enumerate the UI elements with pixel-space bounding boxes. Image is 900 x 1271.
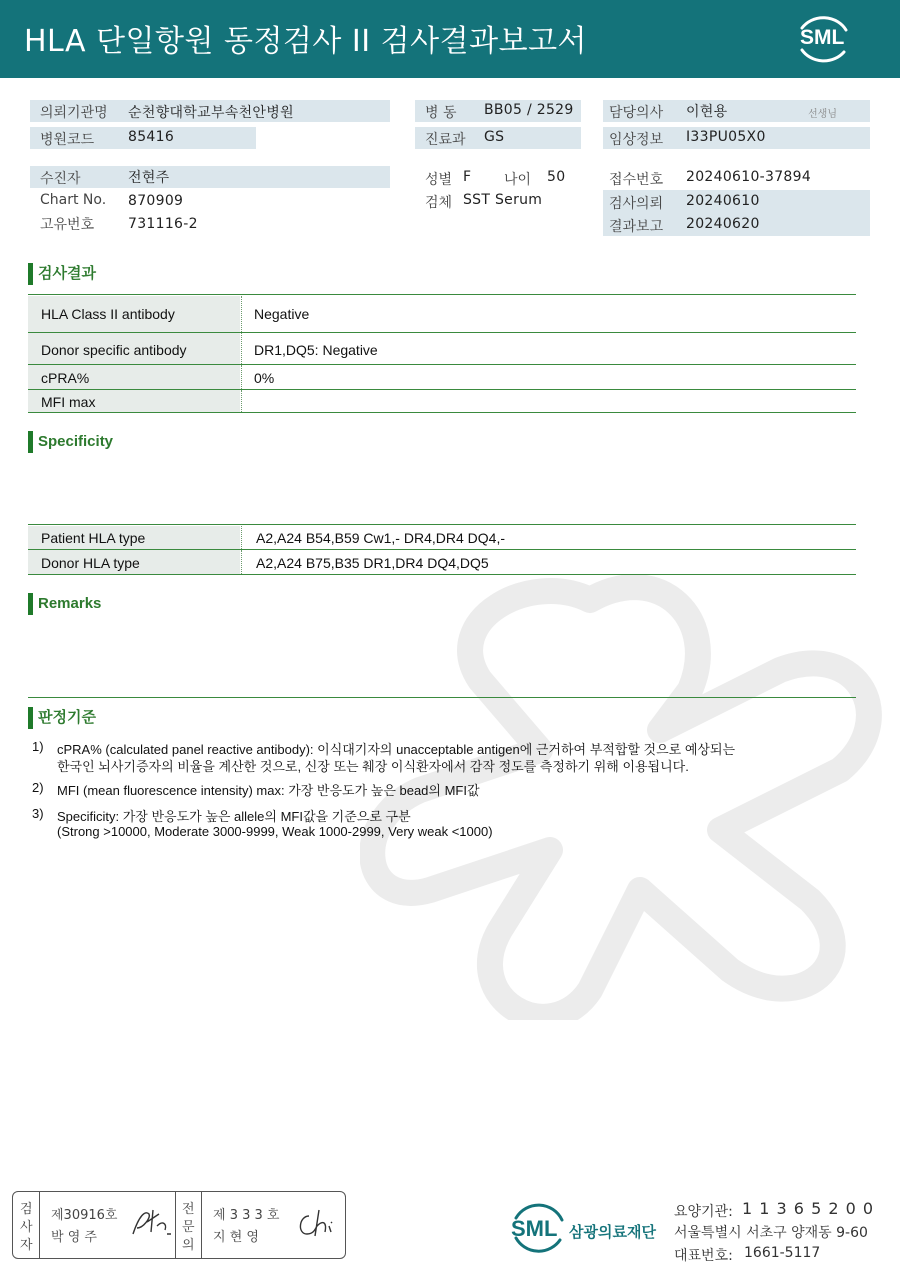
age-value: 50 <box>547 169 566 185</box>
sex-label: 성별 <box>425 172 453 188</box>
section-remarks-title: Remarks <box>28 593 101 615</box>
phone-value: 1661-5117 <box>744 1245 821 1261</box>
footer-logo-text: SML <box>511 1216 558 1241</box>
doctor-value: 이현용 <box>686 104 728 120</box>
report-date-value: 20240620 <box>686 216 760 232</box>
institution-value: 순천향대학교부속천안병원 <box>128 105 294 121</box>
examiner-title-char: 사 <box>20 1220 33 1235</box>
request-value: 20240610 <box>686 193 760 209</box>
specialist-number: 제 3 3 3 호 <box>213 1208 280 1223</box>
row-label: MFI max <box>41 394 96 410</box>
section-results-title: 검사결과 <box>28 263 96 285</box>
examiner-name: 박 영 주 <box>51 1230 97 1245</box>
divider <box>28 524 856 525</box>
receipt-label: 접수번호 <box>609 172 664 188</box>
sex-value: F <box>463 169 472 185</box>
row-value: A2,A24 B75,B35 DR1,DR4 DQ4,DQ5 <box>256 555 489 571</box>
specimen-label: 검체 <box>425 195 453 211</box>
clinical-label: 임상정보 <box>609 132 664 148</box>
dept-value: GS <box>484 129 505 145</box>
row-label: cPRA% <box>41 370 90 386</box>
row-value: DR1,DQ5: Negative <box>254 342 378 358</box>
criteria-number: 1) <box>32 739 44 754</box>
table-row <box>28 390 856 413</box>
criteria-text: 한국인 뇌사기증자의 비율을 계산한 것으로, 신장 또는 췌장 이식환자에서 감작 정도를 측정하기 위해 이용됩니다. <box>57 759 689 774</box>
row-value: 0% <box>254 370 275 386</box>
table-row <box>28 365 856 390</box>
row-label: Donor specific antibody <box>41 342 187 358</box>
divider <box>28 697 856 698</box>
specialist-signature <box>295 1208 339 1240</box>
row-label: Patient HLA type <box>41 530 146 546</box>
patient-value: 전현주 <box>128 170 170 186</box>
ward-label: 병 동 <box>425 105 457 121</box>
chart-label: Chart No. <box>40 192 107 208</box>
criteria-text: cPRA% (calculated panel reactive antibody): 이식대기자의 unacceptable antigen에 근거하여 부적합할 것으로 예상되는 <box>57 742 736 757</box>
request-label: 검사의뢰 <box>609 196 664 212</box>
divider <box>28 294 856 295</box>
doctor-label: 담당의사 <box>609 105 664 121</box>
specimen-value: SST Serum <box>463 192 543 208</box>
organization-name: 삼광의료재단 <box>569 1223 656 1241</box>
institution-label: 의뢰기관명 <box>40 105 108 121</box>
phone-label: 대표번호: <box>674 1248 733 1264</box>
report-date-label: 결과보고 <box>609 219 664 235</box>
care-code-label: 요양기관: <box>674 1204 733 1220</box>
report-header <box>0 0 900 78</box>
table-row <box>28 550 856 575</box>
uid-value: 731116-2 <box>128 216 198 232</box>
receipt-value: 20240610-37894 <box>686 169 812 185</box>
specialist-title-char: 문 <box>182 1220 195 1235</box>
ward-value: BB05 / 2529 <box>484 102 574 118</box>
age-label: 나이 <box>504 172 532 188</box>
specialist-name: 지 현 영 <box>213 1230 259 1245</box>
signature-box <box>12 1191 346 1259</box>
examiner-title-char: 검 <box>20 1202 33 1217</box>
chart-value: 870909 <box>128 193 184 209</box>
uid-label: 고유번호 <box>40 217 95 233</box>
section-criteria-title: 판정기준 <box>28 707 96 729</box>
criteria-text: (Strong >10000, Moderate 3000-9999, Weak 1000-2999, Very weak <1000) <box>57 824 493 839</box>
examiner-number: 제30916호 <box>51 1208 118 1223</box>
table-row <box>28 526 856 550</box>
row-label: Donor HLA type <box>41 555 140 571</box>
specialist-title-char: 전 <box>182 1202 195 1217</box>
table-row <box>28 296 856 333</box>
patient-label: 수진자 <box>40 171 81 187</box>
row-value: Negative <box>254 306 310 322</box>
criteria-number: 3) <box>32 806 44 821</box>
criteria-number: 2) <box>32 780 44 795</box>
clinical-value: I33PU05X0 <box>686 129 766 145</box>
criteria-text: MFI (mean fluorescence intensity) max: 가장 반응도가 높은 bead의 MFI값 <box>57 783 480 798</box>
address: 서울특별시 서초구 양재동 9-60 <box>674 1225 868 1241</box>
info-band <box>30 166 390 188</box>
section-specificity-title: Specificity <box>28 431 113 453</box>
hospital-code-label: 병원코드 <box>40 132 95 148</box>
row-label: HLA Class II antibody <box>41 306 175 322</box>
report-title: HLA 단일항원 동정검사 II 검사결과보고서 <box>24 24 588 59</box>
care-code-value: 1 1 3 6 5 2 0 0 <box>742 1199 875 1218</box>
dept-label: 진료과 <box>425 132 466 148</box>
specialist-title-char: 의 <box>182 1238 195 1253</box>
row-value: A2,A24 B54,B59 Cw1,- DR4,DR4 DQ4,- <box>256 530 505 546</box>
doctor-suffix: 선생님 <box>808 109 837 120</box>
examiner-signature <box>129 1206 173 1240</box>
table-row <box>28 333 856 365</box>
criteria-text: Specificity: 가장 반응도가 높은 allele의 MFI값을 기준으로 구분 <box>57 809 411 824</box>
hospital-code-value: 85416 <box>128 129 175 145</box>
examiner-title-char: 자 <box>20 1238 33 1253</box>
sml-logo-text: SML <box>800 26 845 49</box>
